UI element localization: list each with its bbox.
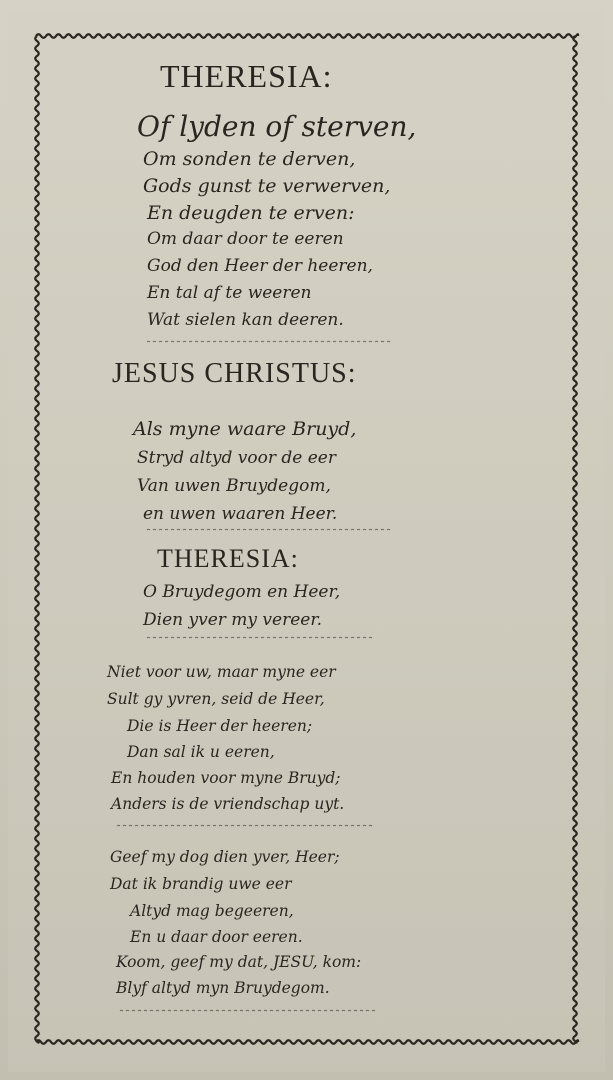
heading-theresia-2: THERESIA: [157, 544, 299, 573]
verse-line: Om daar door te eeren [147, 229, 344, 249]
verse-line: Stryd altyd voor de eer [137, 448, 336, 468]
verse-line: Dan sal ik u eeren, [127, 743, 275, 761]
verse-line: Van uwen Bruydegom, [137, 476, 331, 496]
verse-line: En deugden te erven: [147, 202, 355, 224]
verse-line: Of lyden of sterven, [137, 110, 417, 143]
verse-line: O Bruydegom en Heer, [143, 582, 341, 602]
verse-line: Geef my dog dien yver, Heer; [110, 848, 340, 866]
verse-line: Wat sielen kan deeren. [147, 310, 344, 330]
verse-line: En tal af te weeren [147, 283, 312, 303]
verse-line: Die is Heer der heeren; [127, 717, 313, 735]
verse-line: En u daar door eeren. [130, 928, 303, 946]
verse-line: Dien yver my vereer. [143, 610, 322, 630]
heading-jesus-christus: JESUS CHRISTUS: [112, 358, 357, 389]
verse-line: Altyd mag begeeren, [130, 902, 294, 920]
verse-line: Als myne waare Bruyd, [133, 418, 357, 440]
verse-line: Anders is de vriendschap uyt. [111, 795, 345, 813]
verse-line: en uwen waaren Heer. [143, 504, 338, 524]
verse-line: Blyf altyd myn Bruydegom. [116, 979, 330, 997]
verse-line: Koom, geef my dat, JESU, kom: [116, 953, 362, 971]
heading-theresia-1: THERESIA: [160, 58, 333, 94]
verse-line: Om sonden te derven, [143, 148, 356, 170]
verse-line: En houden voor myne Bruyd; [111, 769, 341, 787]
verse-line: Dat ik brandig uwe eer [110, 875, 292, 893]
verse-line: Gods gunst te verwerven, [143, 175, 391, 197]
verse-line: Niet voor uw, maar myne eer [107, 663, 336, 681]
verse-line: Sult gy yvren, seid de Heer, [107, 690, 325, 708]
verse-line: God den Heer der heeren, [147, 256, 373, 276]
